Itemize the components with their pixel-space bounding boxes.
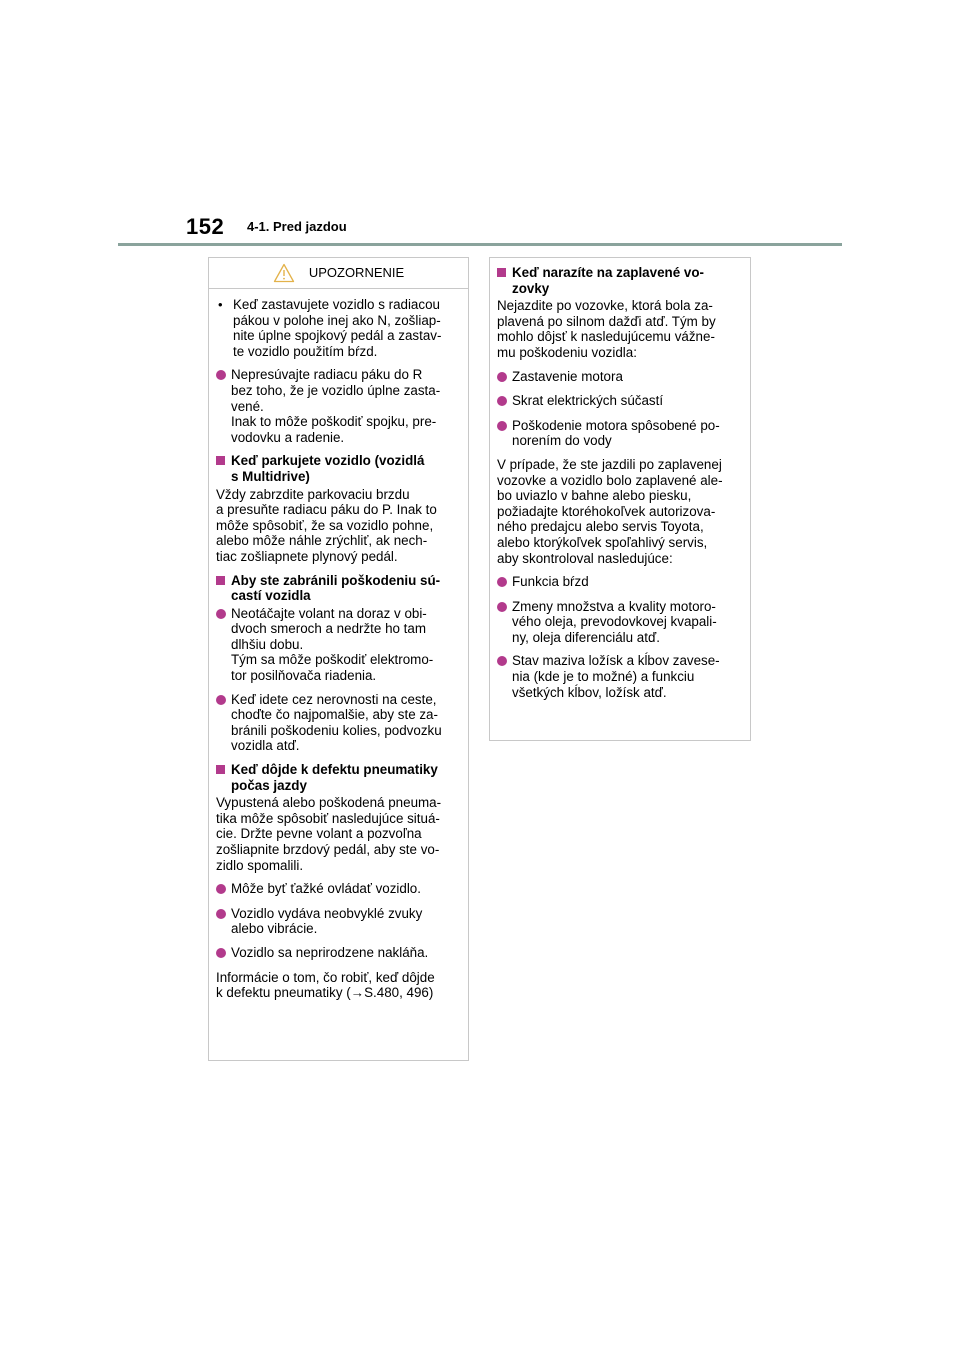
info-subheading <box>497 265 743 296</box>
reference-paragraph: Informácie o tom, čo robiť, keď dôjde k defektu pneumatiky (→S.480, 496) <box>216 969 435 1001</box>
dot-text: Skrat elektrických súčastí <box>512 393 664 409</box>
paragraph: Nejazdite po vozovke, ktorá bola za- plavená po silnom dažďi atď. Tým by mohlo dôjsť k nasledujúcemu vážne- mu poškodeniu vozidla: <box>497 298 716 360</box>
subheading-text: Keď narazíte na zaplavené vo- zovky <box>512 265 704 296</box>
info-dot-item <box>497 653 743 700</box>
dot-text: Vozidlo vydáva neobvyklé zvuky alebo vibrácie. <box>231 905 423 937</box>
bullet-text: Keď zastavujete vozidlo s radiacou pákou v polohe inej ako N, zošliap- nite úplne spojkový pedál a zastav- te vozidlo použitím bŕzd. <box>233 297 442 359</box>
warning-title: UPOZORNENIE <box>308 265 405 281</box>
dot-marker <box>216 906 231 937</box>
warning-box <box>208 257 469 1061</box>
warning-bullet-item <box>216 297 462 359</box>
subheading-text: Keď parkujete vozidlo (vozidlá s Multidrive) <box>231 453 425 484</box>
dot-marker <box>216 367 231 445</box>
dot-marker <box>497 418 512 449</box>
info-dot-item <box>497 599 743 646</box>
dot-marker <box>216 692 231 754</box>
dot-marker <box>216 606 231 684</box>
warning-dot-item <box>216 606 462 684</box>
warning-header <box>209 258 468 289</box>
warning-subheading <box>216 573 462 604</box>
dot-text: Môže byť ťažké ovládať vozidlo. <box>231 881 421 897</box>
warning-triangle-icon <box>273 263 295 283</box>
paragraph: Vždy zabrzdite parkovaciu brzdu a presuňte radiacu páku do P. Inak to môže spôsobiť, že sa vozidlo pohne, alebo môže náhle zrýchliť, ak nech- tiac zošliapnete plynový pedál. <box>216 486 437 564</box>
warning-subheading <box>216 453 462 484</box>
square-marker <box>216 453 231 484</box>
warning-dot-item <box>216 945 462 962</box>
dot-text: Zastavenie motora <box>512 368 623 384</box>
dot-text: Zmeny množstva a kvality motoro- vého oleja, prevodovkovej kvapali- ny, oleja diferenciálu atď. <box>512 598 717 645</box>
section-title: 4-1. Pred jazdou <box>247 219 347 234</box>
paragraph: Vypustená alebo poškodená pneuma- tika môže spôsobiť nasledujúce situá- cie. Držte pevne volant a pozvoľna zošliapnite brzdový pedál, aby ste vo- zidlo spomalili. <box>216 795 442 873</box>
dot-text: Nepresúvajte radiacu páku do R bez toho, že je vozidlo úplne zasta- vené. Inak to môže poškodiť spojku, pre- vodovku a radenie. <box>231 367 441 445</box>
bullet-marker: • <box>218 297 223 312</box>
dot-marker <box>216 945 231 962</box>
dot-text: Neotáčajte volant na doraz v obi- dvoch smeroch a nedržte ho tam dlhšiu dobu. Tým sa môže poškodiť elektromo- tor posilňovača riadenia. <box>231 605 434 684</box>
dot-text: Stav maziva ložísk a kĺbov zavese- nia (kde je to možné) a funkciu všetkých kĺbov, ložísk atď. <box>512 653 720 700</box>
square-marker <box>216 762 231 793</box>
dot-text: Keď idete cez nerovnosti na ceste, choďte čo najpomalšie, aby ste za- bránili poškodeniu kolies, podvozku vozidla atď. <box>231 691 442 754</box>
warning-subheading <box>216 762 462 793</box>
dot-marker <box>497 574 512 591</box>
warning-dot-item <box>216 881 462 898</box>
warning-dot-item <box>216 367 462 445</box>
page-number: 152 <box>186 214 225 239</box>
dot-marker <box>497 369 512 386</box>
subheading-text: Keď dôjde k defektu pneumatiky počas jazdy <box>231 762 438 793</box>
square-marker <box>216 573 231 604</box>
warning-dot-item <box>216 906 462 937</box>
dot-marker <box>497 393 512 410</box>
paragraph: V prípade, že ste jazdili po zaplavenej vozovke a vozidlo bolo zaplavené ale- bo uviazlo v bahne alebo piesku, požiadajte ktoréhokoľvek autorizova- ného predajcu alebo servis Toyota, alebo ktorýkoľvek spoľahlivý servis, aby skontroloval nasledujúce: <box>497 456 723 566</box>
subheading-text: Aby ste zabránili poškodeniu sú- castí vozidla <box>231 572 441 604</box>
dot-marker <box>497 653 512 700</box>
info-dot-item <box>497 369 743 386</box>
info-dot-item <box>497 574 743 591</box>
dot-marker <box>216 881 231 898</box>
header-rule <box>118 243 842 246</box>
info-box <box>489 257 751 741</box>
info-dot-item <box>497 418 743 449</box>
info-dot-item <box>497 393 743 410</box>
dot-text: Funkcia bŕzd <box>512 574 589 590</box>
dot-text: Vozidlo sa neprirodzene nakláňa. <box>231 944 429 960</box>
dot-text: Poškodenie motora spôsobené po- norením do vody <box>512 417 720 449</box>
warning-dot-item <box>216 692 462 754</box>
square-marker <box>497 265 512 296</box>
dot-marker <box>497 599 512 646</box>
